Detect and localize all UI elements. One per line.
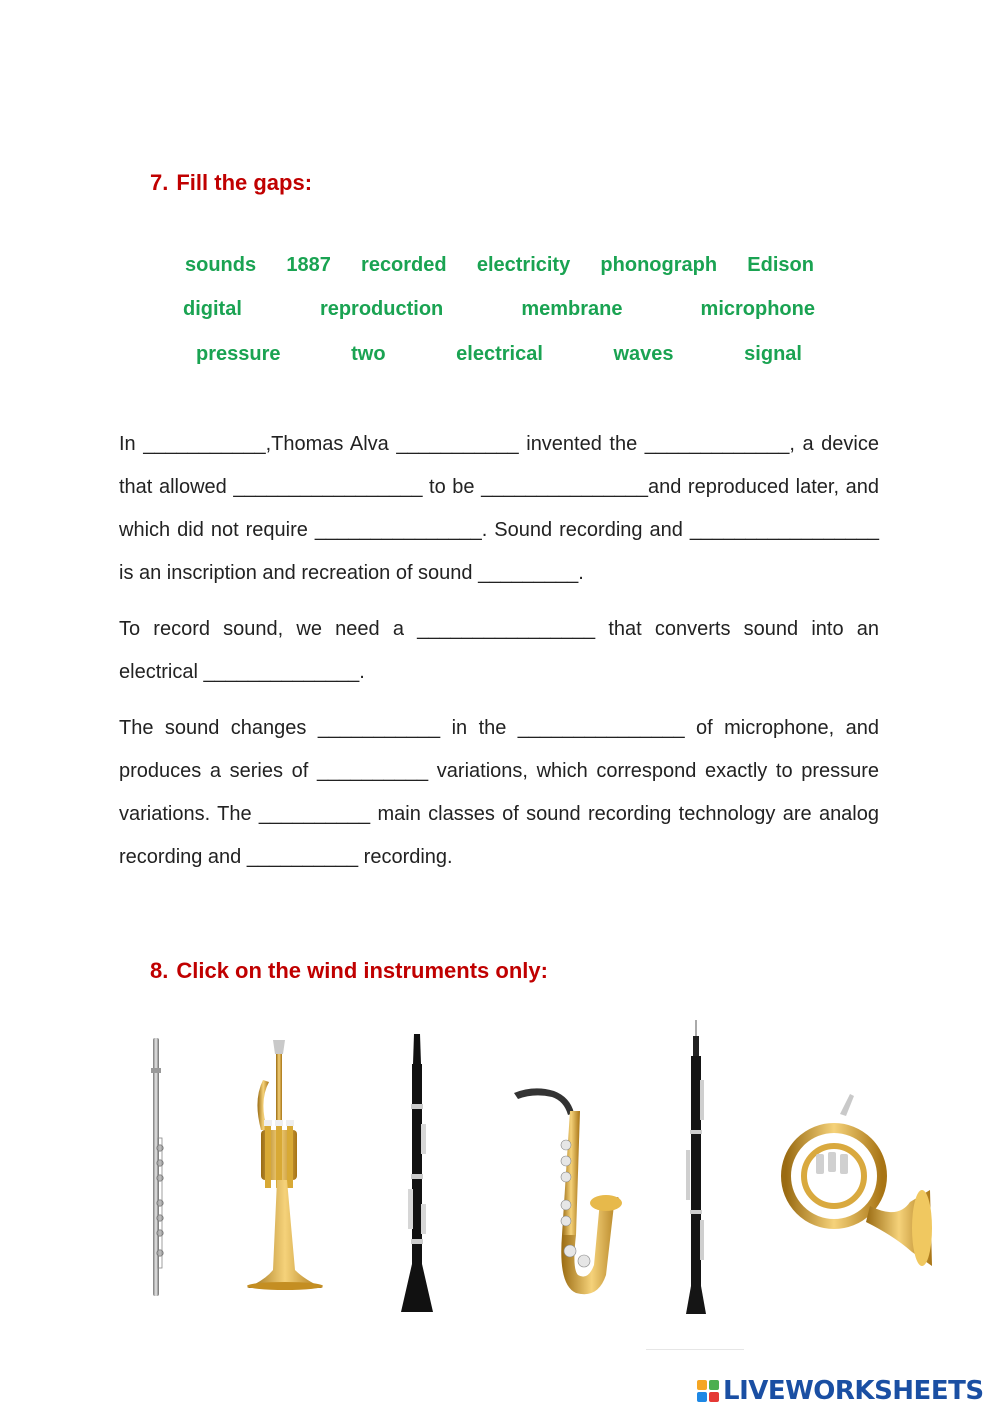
paragraph-2 [119,608,879,694]
word-bank-item: phonograph [600,254,718,276]
text-segment: variations, which correspond exactly to pressure variations. The [119,760,880,825]
gap-blank[interactable]: ___________ [396,433,519,455]
text-segment: of microphone, and produces a series of [119,717,879,782]
section-7-title: Fill the gaps: [176,170,313,195]
word-bank-item: signal [744,343,802,365]
section-8-number: 8. [150,958,169,983]
clarinet-icon[interactable] [399,1034,435,1312]
word-bank-item: reproduction [319,298,444,320]
text-segment: is an inscription and recreation of sound [119,562,479,584]
section-7-heading [150,170,312,196]
divider-line [646,1349,744,1350]
gap-blank[interactable]: ___________ [317,717,441,739]
saxophone-icon[interactable] [514,1085,624,1300]
word-bank-item: electricity [476,254,571,276]
paragraph-1 [119,423,879,595]
word-bank-row-2 [183,298,815,321]
gap-blank[interactable]: _______________ [481,476,648,498]
text-segment: invented the [518,433,645,455]
text-segment: recording. [358,846,453,868]
word-bank-item: microphone [700,298,815,320]
text-segment: . Sound recording and [481,519,690,541]
text-segment: The sound changes [119,717,318,739]
text-segment: ,Thomas Alva [265,433,397,455]
section-8-heading [150,958,548,984]
logo-grid-icon [697,1380,719,1402]
text-segment: and reproduced later, and which did not require [119,476,879,541]
gap-blank[interactable]: __________ [246,846,359,868]
section-7-number: 7. [150,170,169,195]
gap-blank[interactable]: __________ [258,803,371,825]
text-segment: to be [422,476,482,498]
flute-icon[interactable] [146,1038,170,1296]
text-segment: . [578,562,584,584]
word-bank-item: 1887 [286,254,331,276]
gap-blank[interactable]: ___________ [143,433,266,455]
gap-blank[interactable]: ______________ [203,661,360,683]
section-8-title: Click on the wind instruments only: [176,958,548,983]
word-bank-item: digital [183,298,242,320]
logo-text: LIVEWORKSHEETS [723,1376,984,1406]
word-bank-item: two [351,343,386,365]
french-horn-icon[interactable] [780,1090,932,1290]
gap-blank[interactable]: _________________ [233,476,423,498]
text-segment: , a device that allowed [119,433,879,498]
gap-blank[interactable]: _______________ [314,519,482,541]
liveworksheets-logo [697,1376,984,1406]
gap-blank[interactable]: _____________ [644,433,790,455]
word-bank-item: electrical [456,343,543,365]
text-segment: in the [440,717,518,739]
word-bank-item: membrane [521,298,623,320]
gap-blank[interactable]: _________ [478,562,579,584]
oboe-icon[interactable] [680,1020,712,1316]
text-segment: . [359,661,365,683]
gap-blank[interactable]: ________________ [417,618,596,640]
word-bank-item: recorded [361,254,447,276]
gap-blank[interactable]: __________ [316,760,429,782]
text-segment: In [119,433,144,455]
word-bank-item: waves [613,343,674,365]
word-bank-row-1 [185,254,814,277]
word-bank-item: pressure [196,343,281,365]
gap-blank[interactable]: _________________ [689,519,879,541]
text-segment: that converts sound into an electrical [119,618,879,683]
text-segment: To record sound, we need a [119,618,418,640]
gap-blank[interactable]: _______________ [517,717,685,739]
trumpet-icon[interactable] [243,1040,327,1290]
word-bank-row-3 [196,343,802,366]
word-bank-item: sounds [185,254,257,276]
paragraph-3 [119,707,879,879]
text-segment: main classes of sound recording technology are analog recording and [119,803,879,868]
word-bank-item: Edison [747,254,814,276]
